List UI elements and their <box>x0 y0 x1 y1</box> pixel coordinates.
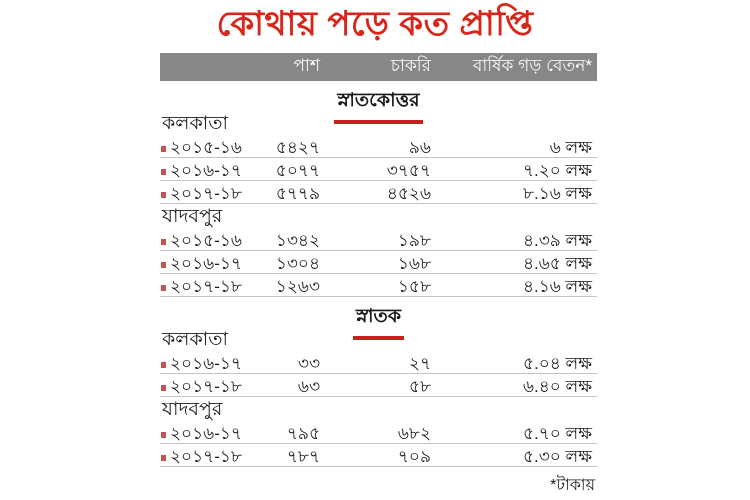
pass-cell: ৭৮৭ <box>286 447 320 466</box>
column-header-pass: পাশ <box>293 56 320 75</box>
group-name-kolkata: কলকাতা <box>162 329 229 350</box>
salary-cell: ৬ লক্ষ <box>549 138 592 157</box>
salary-cell: ৮.১৬ লক্ষ <box>522 184 592 203</box>
pass-cell: ৬৩ <box>297 377 320 396</box>
job-cell: ১৯৮ <box>397 231 431 250</box>
year-label: ২০১৫-১৬ <box>170 231 242 250</box>
year-label: ২০১৬-১৭ <box>170 354 242 373</box>
table-row <box>160 228 597 251</box>
year-label: ২০১৬-১৭ <box>170 161 242 180</box>
row-bullet-icon <box>161 146 166 152</box>
row-bullet-icon <box>161 169 166 175</box>
job-cell: ৫৮ <box>408 377 431 396</box>
heading-underline: স্নাতকোত্তর <box>334 86 422 124</box>
row-bullet-icon <box>161 385 166 391</box>
table-row <box>160 274 597 297</box>
table-row <box>160 421 597 444</box>
year-label: ২০১৫-১৬ <box>170 138 242 157</box>
job-cell: ৬৮২ <box>397 424 431 443</box>
job-cell: ১৫৮ <box>397 277 431 296</box>
job-cell: ৩৭৫৭ <box>386 161 431 180</box>
salary-cell: ৬.৪০ লক্ষ <box>522 377 592 396</box>
salary-cell: ৪.৬৫ লক্ষ <box>522 254 592 273</box>
table-row <box>160 251 597 274</box>
row-bullet-icon <box>161 192 166 198</box>
column-header-salary: বার্ষিক গড় বেতন* <box>472 56 592 75</box>
page-title: কোথায় পড়ে কত প্রাপ্তি <box>216 5 534 43</box>
job-cell: ২৭ <box>408 354 431 373</box>
footnote: *টাকায় <box>550 477 595 494</box>
year-cell <box>160 274 250 302</box>
year-cell <box>160 181 250 209</box>
pass-cell: ৫০৭৭ <box>275 161 320 180</box>
pass-cell: ১৩৪২ <box>275 231 320 250</box>
salary-cell: ৫.৩০ লক্ষ <box>522 447 592 466</box>
data-table <box>160 53 597 499</box>
row-bullet-icon <box>161 239 166 245</box>
pass-cell: ৫৪২৭ <box>275 138 320 157</box>
section-heading-graduate <box>160 302 597 327</box>
group-name-jadavpur: যাদবপুর <box>162 399 223 420</box>
pass-cell: ১২৬৩ <box>275 277 320 296</box>
year-cell <box>160 374 250 402</box>
pass-cell: ৭৯৫ <box>286 424 320 443</box>
row-bullet-icon <box>161 262 166 268</box>
salary-cell: ৫.৭০ লক্ষ <box>522 424 592 443</box>
year-label: ২০১৭-১৮ <box>170 377 242 396</box>
pass-cell: ৫৭৭৯ <box>275 184 320 203</box>
year-label: ২০১৬-১৭ <box>170 424 242 443</box>
pass-cell: ১৩০৪ <box>275 254 320 273</box>
group-name-jadavpur: যাদবপুর <box>162 206 223 227</box>
year-cell <box>160 444 250 472</box>
job-cell: ৭০৯ <box>397 447 431 466</box>
row-bullet-icon <box>161 432 166 438</box>
year-label: ২০১৭-১৮ <box>170 277 242 296</box>
row-bullet-icon <box>161 455 166 461</box>
pass-cell: ৩৩ <box>297 354 320 373</box>
row-bullet-icon <box>161 362 166 368</box>
salary-cell: ৭.২০ লক্ষ <box>522 161 592 180</box>
column-header-job: চাকরি <box>390 56 431 75</box>
section-heading-postgraduate <box>160 86 597 111</box>
table-row <box>160 374 597 397</box>
table-row <box>160 444 597 467</box>
job-cell: ১৬৮ <box>397 254 431 273</box>
table-row <box>160 158 597 181</box>
group-name-kolkata: কলকাতা <box>162 113 229 134</box>
salary-cell: ৪.১৬ লক্ষ <box>522 277 592 296</box>
table-header-row <box>160 53 597 81</box>
table-row <box>160 181 597 204</box>
year-label: ২০১৭-১৮ <box>170 184 242 203</box>
job-cell: ৯৬ <box>408 138 431 157</box>
salary-cell: ৪.৩৯ লক্ষ <box>522 231 592 250</box>
heading-underline: স্নাতক <box>353 302 404 340</box>
table-row <box>160 135 597 158</box>
row-bullet-icon <box>161 285 166 291</box>
job-cell: ৪৫২৬ <box>386 184 431 203</box>
salary-cell: ৫.০৪ লক্ষ <box>522 354 592 373</box>
table-row <box>160 351 597 374</box>
year-label: ২০১৬-১৭ <box>170 254 242 273</box>
year-label: ২০১৭-১৮ <box>170 447 242 466</box>
